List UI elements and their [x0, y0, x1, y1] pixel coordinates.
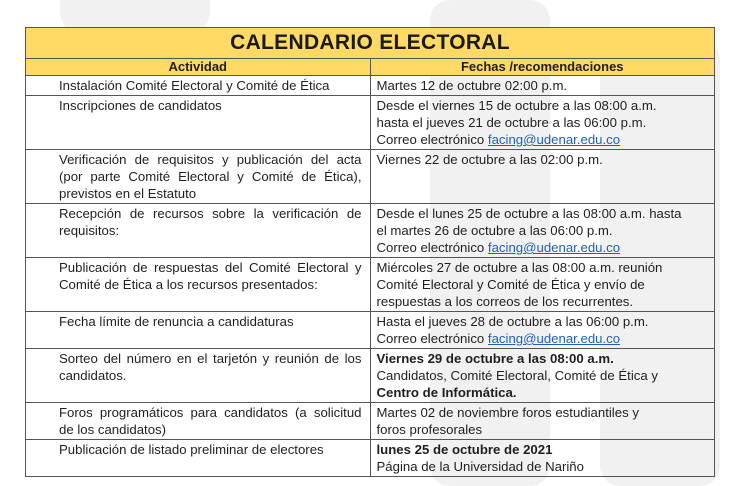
date-line: foros profesorales	[376, 422, 483, 437]
email-line	[377, 131, 707, 148]
date-line: Viernes 29 de octubre a las 08:00 a.m.	[376, 351, 614, 366]
activity-text: Publicación de respuestas del Comité Electoral y Comité de Ética a los recursos presentados:	[59, 260, 362, 292]
activity-cell	[26, 96, 371, 150]
activity-text: Fecha límite de renuncia a candidaturas	[59, 314, 294, 329]
dates-cell	[370, 204, 715, 258]
activity-text: Inscripciones de candidatos	[59, 98, 222, 113]
activity-cell	[26, 150, 371, 204]
date-line: hasta el jueves 21 de octubre a las 06:00 p.m.	[376, 115, 647, 130]
activity-cell	[26, 204, 371, 258]
date-line: Martes 02 de noviembre foros estudiantiles y	[376, 405, 639, 420]
title-row	[26, 28, 715, 59]
date-line: Desde el viernes 15 de octubre a las 08:00 a.m.	[376, 98, 657, 113]
activity-cell	[26, 312, 371, 349]
table-row	[26, 76, 715, 96]
column-header-dates: Fechas /recomendaciones	[370, 59, 715, 76]
table-title: CALENDARIO ELECTORAL	[26, 28, 715, 59]
dates-cell	[370, 440, 715, 477]
date-line: Desde el lunes 25 de octubre a las 08:00 a.m. hasta	[376, 206, 682, 221]
date-line: Centro de Informática.	[376, 385, 517, 400]
activity-cell	[26, 349, 371, 403]
activity-cell	[26, 403, 371, 440]
table-row	[26, 403, 715, 440]
activity-text: Verificación de requisitos y publicación del acta (por parte Comité Electoral y Comité de Ética), previstos en el Estatuto	[59, 152, 362, 201]
email-link[interactable]: facing@udenar.edu.co	[487, 331, 621, 346]
activity-cell	[26, 258, 371, 312]
dates-cell	[370, 349, 715, 403]
date-line: Hasta el jueves 28 de octubre a las 06:00 p.m.	[376, 314, 649, 329]
activity-text: Publicación de listado preliminar de electores	[59, 442, 324, 457]
table-row	[26, 440, 715, 477]
dates-cell	[370, 150, 715, 204]
activity-text: Instalación Comité Electoral y Comité de Ética	[59, 78, 330, 93]
activity-text: Foros programáticos para candidatos (a solicitud de los candidatos)	[59, 405, 362, 437]
date-line: Viernes 22 de octubre a las 02:00 p.m.	[376, 152, 603, 167]
table-row	[26, 96, 715, 150]
electoral-calendar	[25, 27, 715, 477]
email-line	[377, 239, 707, 256]
email-line	[377, 330, 707, 347]
activity-text: Sorteo del número en el tarjetón y reunión de los candidatos.	[59, 351, 362, 383]
email-link[interactable]: facing@udenar.edu.co	[487, 240, 621, 255]
email-link[interactable]: facing@udenar.edu.co	[487, 132, 621, 147]
date-line: lunes 25 de octubre de 2021	[376, 442, 553, 457]
dates-cell	[370, 403, 715, 440]
dates-cell	[370, 96, 715, 150]
table-row	[26, 312, 715, 349]
header-row	[26, 59, 715, 76]
table-row	[26, 258, 715, 312]
date-line: Candidatos, Comité Electoral, Comité de Ética y	[376, 368, 658, 383]
activity-text: Recepción de recursos sobre la verificación de requisitos:	[59, 206, 362, 238]
activity-cell	[26, 440, 371, 477]
column-header-activity: Actividad	[26, 59, 371, 76]
date-line: Página de la Universidad de Nariño	[376, 459, 584, 474]
table-row	[26, 204, 715, 258]
dates-cell	[370, 258, 715, 312]
date-line: respuestas a los correos de los recurrentes.	[376, 294, 634, 309]
email-label: Correo electrónico	[376, 331, 488, 346]
table-row	[26, 150, 715, 204]
date-line: el martes 26 de octubre a las 06:00 p.m.	[376, 223, 613, 238]
email-label: Correo electrónico	[376, 240, 488, 255]
dates-cell	[370, 312, 715, 349]
dates-cell	[370, 76, 715, 96]
calendar-table	[25, 27, 715, 477]
table-row	[26, 349, 715, 403]
activity-cell	[26, 76, 371, 96]
date-line: Miércoles 27 de octubre a las 08:00 a.m. reunión	[376, 260, 663, 275]
date-line: Martes 12 de octubre 02:00 p.m.	[376, 78, 568, 93]
email-label: Correo electrónico	[376, 132, 488, 147]
date-line: Comité Electoral y Comité de Ética y envío de	[376, 277, 645, 292]
